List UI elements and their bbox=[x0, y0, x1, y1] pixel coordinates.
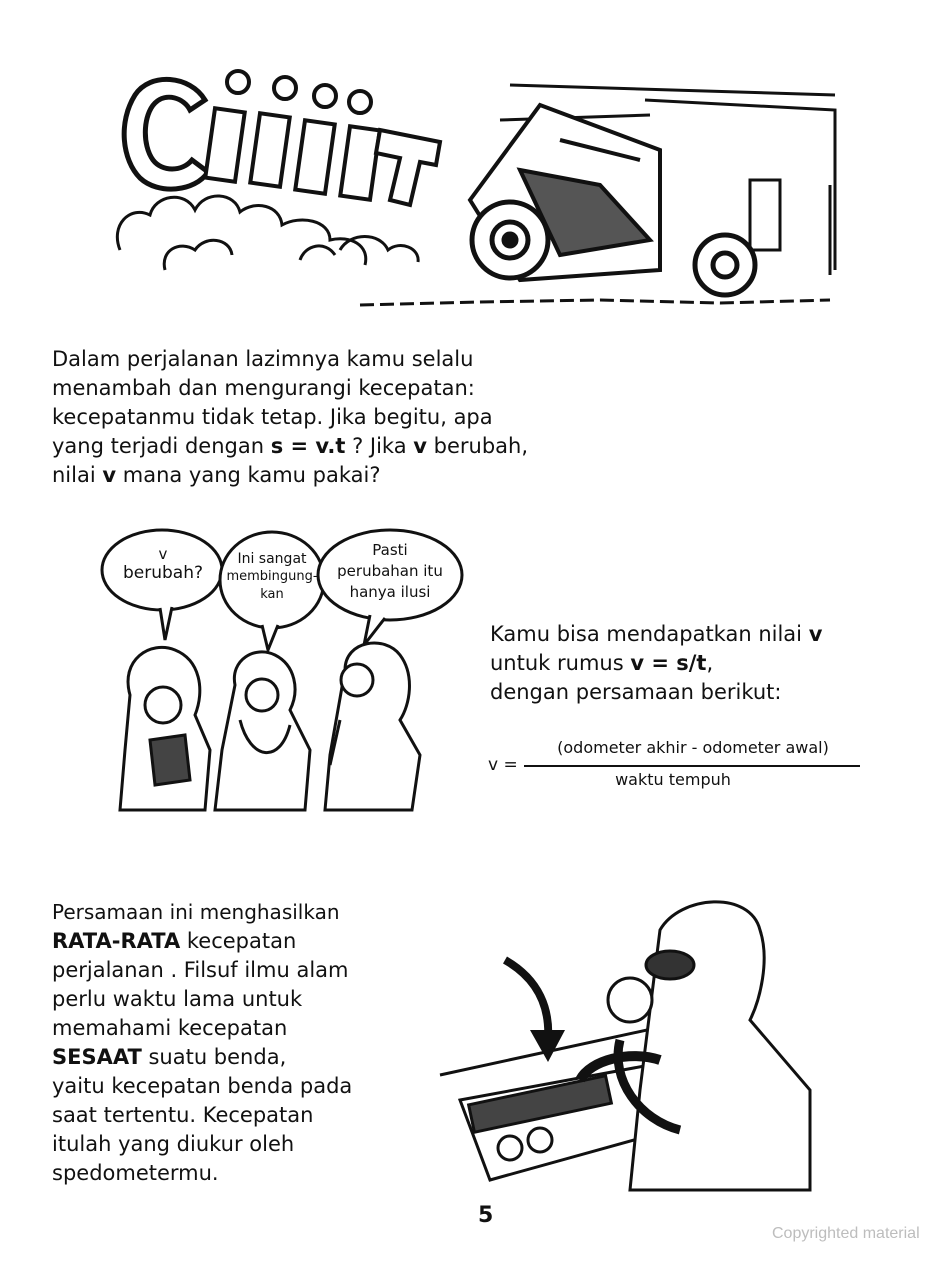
formula-explanation bbox=[490, 620, 910, 707]
average-line: memahami kecepatan bbox=[52, 1016, 288, 1040]
formula-line bbox=[490, 649, 910, 678]
average-line: perlu waktu lama untuk bbox=[52, 987, 303, 1011]
intro-line: Dalam perjalanan lazimnya kamu selalu bbox=[52, 347, 474, 371]
intro-text: mana yang kamu pakai? bbox=[116, 463, 381, 487]
average-line: itulah yang diukur oleh bbox=[52, 1132, 295, 1156]
variable-v: v bbox=[413, 434, 427, 458]
philosophers-illustration bbox=[0, 520, 480, 820]
page-number: 5 bbox=[478, 1203, 494, 1228]
equation-denominator: waktu tempuh bbox=[615, 770, 731, 789]
formula-line: dengan persamaan berikut: bbox=[490, 680, 782, 704]
speech-bubble-2-text bbox=[220, 550, 324, 604]
formula-text: Kamu bisa mendapatkan nilai bbox=[490, 622, 809, 646]
average-line bbox=[52, 927, 432, 956]
formula-s-vt: s = v.t bbox=[270, 434, 346, 458]
braking-car-drawing bbox=[0, 0, 951, 320]
variable-v: v bbox=[102, 463, 117, 487]
average-text: suatu benda, bbox=[141, 1045, 287, 1069]
velocity-equation bbox=[488, 738, 868, 798]
letter-t bbox=[376, 130, 440, 205]
bubble-line: v bbox=[158, 545, 168, 563]
bubble-line: Ini sangat bbox=[237, 551, 307, 567]
equation-numerator: (odometer akhir - odometer awal) bbox=[557, 738, 829, 757]
emphasis-rata-rata: RATA-RATA bbox=[52, 929, 181, 953]
average-line bbox=[52, 1043, 432, 1072]
arrow-icon bbox=[505, 960, 548, 1040]
bubble-line: berubah? bbox=[122, 563, 204, 583]
formula-text: , bbox=[706, 651, 714, 675]
intro-line bbox=[52, 461, 612, 490]
speech-bubble-3-text bbox=[318, 540, 462, 603]
average-text: kecepatan bbox=[180, 929, 297, 953]
intro-text: ? Jika bbox=[345, 434, 414, 458]
intro-text: yang terjadi dengan bbox=[52, 434, 271, 458]
average-line: spedometermu. bbox=[52, 1161, 219, 1185]
letter-c bbox=[124, 79, 208, 189]
letter-i-group bbox=[205, 71, 379, 200]
intro-text: berubah, bbox=[426, 434, 529, 458]
bubble-line: kan bbox=[260, 587, 284, 602]
equation-lhs: v = bbox=[488, 755, 518, 775]
average-line: perjalanan . Filsuf ilmu alam bbox=[52, 958, 349, 982]
average-line: saat tertentu. Kecepatan bbox=[52, 1103, 314, 1127]
ground-line bbox=[360, 300, 830, 305]
bubble-line: Pasti bbox=[372, 541, 408, 559]
emphasis-sesaat: SESAAT bbox=[52, 1045, 142, 1069]
copyright-notice: Copyrighted material bbox=[772, 1225, 920, 1242]
intro-line: menambah dan mengurangi kecepatan: bbox=[52, 376, 475, 400]
bubble-line: membingung- bbox=[226, 569, 318, 584]
bubble-line: hanya ilusi bbox=[349, 583, 431, 601]
intro-text: nilai bbox=[52, 463, 103, 487]
intro-line bbox=[52, 432, 612, 461]
bubble-line: perubahan itu bbox=[337, 562, 443, 580]
intro-line: kecepatanmu tidak tetap. Jika begitu, apa bbox=[52, 405, 493, 429]
top-illustration bbox=[0, 0, 951, 320]
speech-bubble-1-text bbox=[104, 545, 222, 583]
average-line: Persamaan ini menghasilkan bbox=[52, 900, 340, 924]
average-line: yaitu kecepatan benda pada bbox=[52, 1074, 353, 1098]
variable-v: v bbox=[808, 622, 823, 646]
formula-text: untuk rumus bbox=[490, 651, 631, 675]
intro-paragraph bbox=[52, 345, 612, 490]
formula-v-st: v = s/t bbox=[630, 651, 707, 675]
driver-drawing bbox=[430, 890, 830, 1200]
philosopher-figures bbox=[120, 643, 420, 810]
dust-cloud bbox=[117, 196, 418, 270]
formula-line bbox=[490, 620, 910, 649]
fraction-bar bbox=[524, 765, 860, 767]
average-speed-paragraph bbox=[52, 898, 432, 1188]
driver-illustration bbox=[430, 890, 830, 1200]
